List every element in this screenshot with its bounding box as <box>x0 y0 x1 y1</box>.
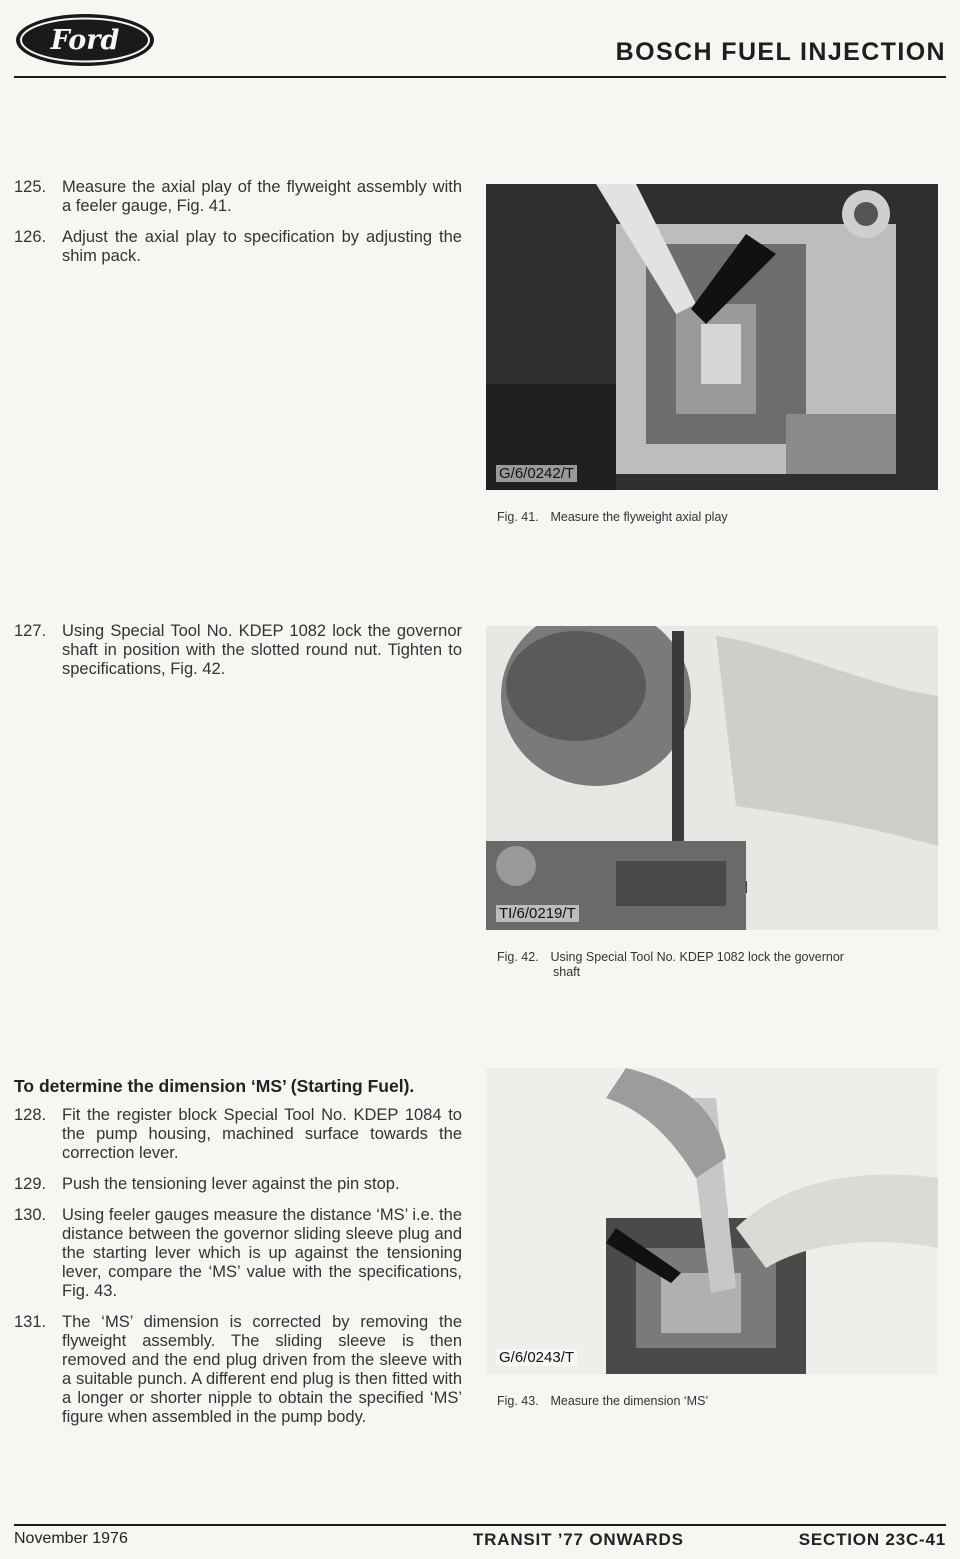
section-bottom <box>14 1076 462 1439</box>
step-number: 125. <box>14 178 47 196</box>
step-number: 130. <box>14 1206 47 1224</box>
section-heading: To determine the dimension ‘MS’ (Starting Fuel). <box>14 1076 415 1096</box>
step-number: 127. <box>14 622 47 640</box>
step-text: Fit the register block Special Tool No. KDEP 1084 to the pump housing, machined surface towards the correction lever. <box>62 1106 462 1162</box>
figure-label: Fig. 43. <box>497 1394 539 1408</box>
step-text: Using Special Tool No. KDEP 1082 lock the governor shaft in position with the slotted round nut. Tighten to specifications, Fig. 42. <box>62 622 462 678</box>
step-text: Adjust the axial play to specification by adjusting the shim pack. <box>62 228 462 265</box>
logo-text: Ford <box>50 25 120 56</box>
figure-label: Fig. 41. <box>497 510 539 524</box>
list-item <box>14 1313 462 1427</box>
footer-rule <box>14 1524 946 1526</box>
list-item <box>14 1175 462 1194</box>
ford-logo <box>14 12 156 68</box>
figure-43-photo <box>486 1068 938 1374</box>
figure-41-caption <box>497 510 942 525</box>
header-rule <box>14 76 946 78</box>
list-item <box>14 228 462 266</box>
step-text: Measure the axial play of the flyweight assembly with a feeler gauge, Fig. 41. <box>62 178 462 215</box>
figure-42-caption <box>497 950 942 980</box>
figure-43-caption <box>497 1394 942 1409</box>
step-number: 128. <box>14 1106 47 1124</box>
figure-caption-continued: shaft <box>553 965 581 979</box>
step-text: Push the tensioning lever against the pin stop. <box>62 1175 400 1193</box>
footer-section-number: SECTION 23C-41 <box>798 1530 946 1549</box>
figure-42-photo <box>486 626 938 930</box>
step-number: 131. <box>14 1313 47 1331</box>
figure-41-photo <box>486 184 938 490</box>
figure-caption-text: Using Special Tool No. KDEP 1082 lock the governor <box>550 950 844 964</box>
section-middle <box>14 622 462 691</box>
list-item <box>14 1106 462 1163</box>
step-text: The ‘MS’ dimension is corrected by removing the flyweight assembly. The sliding sleeve is then removed and the end plug driven from the sleeve with a suitable punch. A different end plug is then fitted with a longer or shorter nipple to obtain the specified ‘MS’ figure when assembled in the pump body. <box>62 1313 462 1426</box>
section-top <box>14 178 462 278</box>
photo-reference-code: G/6/0243/T <box>496 1349 577 1366</box>
step-number: 126. <box>14 228 47 246</box>
figure-caption-text: Measure the dimension ‘MS’ <box>550 1394 709 1408</box>
list-item <box>14 1206 462 1301</box>
figure-label: Fig. 42. <box>497 950 539 964</box>
figure-caption-text: Measure the flyweight axial play <box>550 510 728 524</box>
photo-reference-code: TI/6/0219/T <box>496 905 579 922</box>
list-item <box>14 622 462 679</box>
step-number: 129. <box>14 1175 47 1193</box>
footer-date: November 1976 <box>14 1530 128 1547</box>
step-text: Using feeler gauges measure the distance ‘MS’ i.e. the distance between the governor sliding sleeve plug and the starting lever which is up against the tensioning lever, compare the ‘MS’ value with the specifications, Fig. 43. <box>62 1206 462 1300</box>
page-title: BOSCH FUEL INJECTION <box>615 38 946 66</box>
footer-series: TRANSIT ’77 ONWARDS <box>473 1530 684 1549</box>
photo-reference-code: G/6/0242/T <box>496 465 577 482</box>
list-item <box>14 178 462 216</box>
